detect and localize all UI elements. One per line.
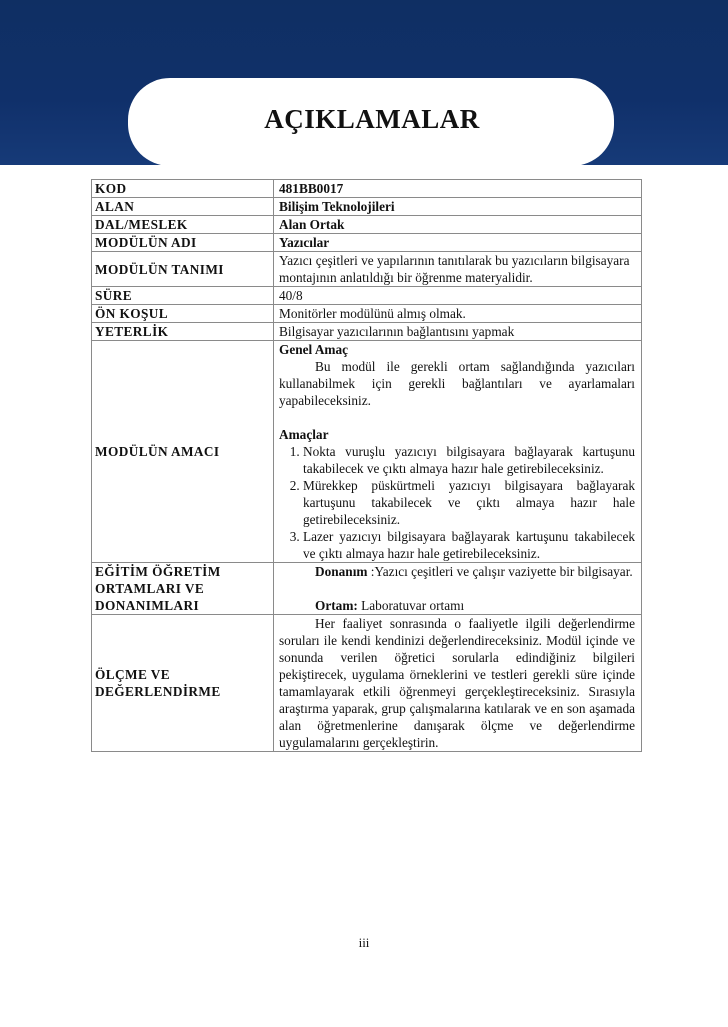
row-label-on-kosul: ÖN KOŞUL (92, 305, 274, 323)
objective-item: 1. Nokta vuruşlu yazıcıyı bilgisayara bağlayarak kartuşunu takabilecek ve çıktı almaya hazır hale getirebileceksiniz. (303, 443, 635, 477)
table-row (92, 341, 642, 563)
table-row (92, 234, 642, 252)
environment-label: Ortam: (315, 598, 358, 613)
equipment-text: :Yazıcı çeşitleri ve çalışır vaziyette bir bilgisayar. (370, 564, 633, 579)
objectives-heading: Amaçlar (279, 427, 329, 442)
table-row (92, 252, 642, 287)
page-number: iii (358, 935, 370, 950)
page-title: AÇIKLAMALAR (264, 104, 480, 134)
row-value-on-kosul: Monitörler modülünü almış olmak. (274, 305, 642, 323)
row-value-alan: Bilişim Teknolojileri (274, 198, 642, 216)
row-value-yeterlik: Bilgisayar yazıcılarının bağlantısını yapmak (274, 323, 642, 341)
spacer (279, 580, 635, 597)
objective-item: 3. Lazer yazıcıyı bilgisayara bağlayarak kartuşunu takabilecek ve çıktı almaya hazır hale getirebileceksiniz. (303, 528, 635, 562)
row-label-modul-amaci: MODÜLÜN AMACI (92, 341, 274, 563)
table-row (92, 305, 642, 323)
objective-item: 2. Mürekkep püskürtmeli yazıcıyı bilgisayara bağlayarak kartuşunu takabilecek ve çıktı almaya hazır hale getirebileceksiniz. (303, 477, 635, 528)
row-label-kod: KOD (92, 180, 274, 198)
table-row (92, 615, 642, 752)
environment-text: Laboratuvar ortamı (361, 598, 465, 613)
environment-line (279, 597, 635, 614)
equipment-line (279, 563, 635, 580)
row-value-modul-adi: Yazıcılar (274, 234, 642, 252)
row-value-olcme: Her faaliyet sonrasında o faaliyetle ilgili değerlendirme soruları ile kendi kendinizi değerlendireceksiniz. Modül içinde ve sonunda verilen öğretici sorularla edindiğiniz bilgileri pekiştirecek, uygulama örneklerini ve testleri gerekli süre içinde tamamlayarak etkili öğrenmeyi gerçekleştireceksiniz. Sırasıyla araştırma yaparak, grup çalışmalarına katılarak ve en son aşamada alan öğretmenlerine danışarak ölçme ve değerlendirme uygulamalarını gerçekleştirin. (274, 615, 642, 752)
general-aim-text: Bu modül ile gerekli ortam sağlandığında yazıcıları kullanabilmek için gerekli bağlantıları ve ayarlamaları yapabileceksiniz. (279, 359, 635, 408)
row-value-modul-tanimi: Yazıcı çeşitleri ve yapılarının tanıtılarak bu yazıcıların bilgisayara montajının anlatıldığı bir öğrenme materyalidir. (274, 252, 642, 287)
table-row (92, 287, 642, 305)
row-value-ortamlar (274, 563, 642, 615)
table-row (92, 198, 642, 216)
row-label-sure: SÜRE (92, 287, 274, 305)
general-aim-heading: Genel Amaç (279, 342, 349, 357)
table-row (92, 216, 642, 234)
row-value-dal: Alan Ortak (274, 216, 642, 234)
row-label-ortamlar: EĞİTİM ÖĞRETİM ORTAMLARI VE DONANIMLARI (92, 563, 274, 615)
module-info-table (91, 179, 642, 752)
table-row (92, 180, 642, 198)
row-label-modul-adi: MODÜLÜN ADI (92, 234, 274, 252)
row-label-alan: ALAN (92, 198, 274, 216)
row-label-olcme: ÖLÇME VE DEĞERLENDİRME (92, 615, 274, 752)
table-row (92, 323, 642, 341)
spacer (279, 409, 635, 426)
row-label-yeterlik: YETERLİK (92, 323, 274, 341)
table-row (92, 563, 642, 615)
row-value-kod: 481BB0017 (274, 180, 642, 198)
row-value-sure: 40/8 (274, 287, 642, 305)
row-value-modul-amaci (274, 341, 642, 563)
row-label-dal: DAL/MESLEK (92, 216, 274, 234)
row-label-modul-tanimi: MODÜLÜN TANIMI (92, 252, 274, 287)
equipment-label: Donanım (315, 564, 368, 579)
objectives-list (279, 443, 635, 562)
